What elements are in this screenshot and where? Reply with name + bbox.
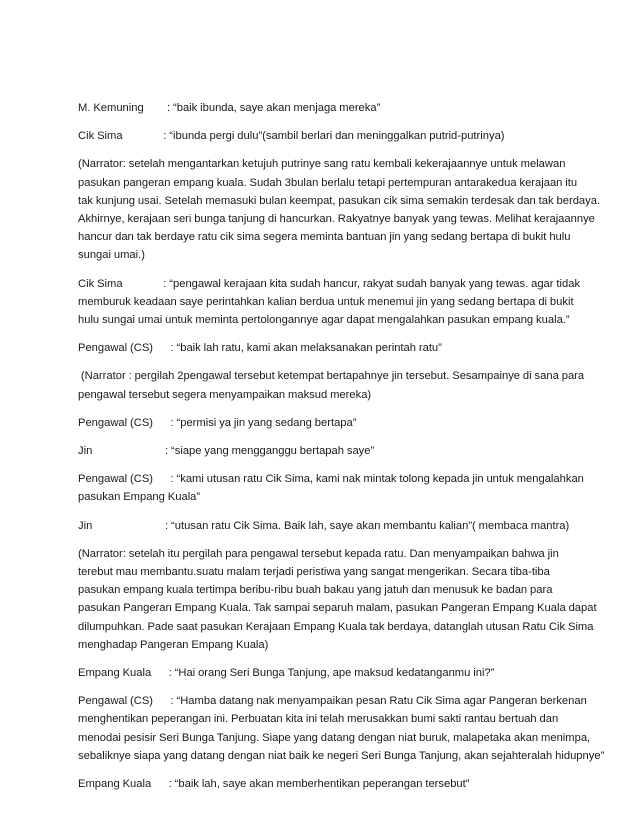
text-line: pengawal tersebut segera menyampaikan maksud mereka) <box>78 388 372 401</box>
text-line: (Narrator : pergilah 2pengawal tersebut ketempat bertapahnye jin tersebut. Sesampainye di sana para <box>78 370 585 383</box>
text-line: pasukan empang kuala tertimpa beribu-ribu buah bakau yang jatuh dan menusuk ke badan para <box>78 584 553 597</box>
dialogue-paragraph <box>78 99 578 117</box>
dialogue-paragraph <box>78 470 584 506</box>
text-line: menghentikan peperangan ini. Perbuatan kita ini telah merusakkan bumi sakti rantau bertuah dan <box>78 713 559 726</box>
dialogue-paragraph <box>78 339 578 357</box>
text-line: sungai umai.) <box>78 249 145 262</box>
text-line: Jin : “utusan ratu Cik Sima. Baik lah, saye akan membantu kalian”( membaca mantra) <box>78 519 570 532</box>
text-line: Akhirnye, kerajaan seri bunga tanjung di hancurkan. Rakyatnye banyak yang tewas. Melihat kerajaannye <box>78 213 595 226</box>
text-line: Jin : “siape yang mengganggu bertapah saye” <box>78 445 375 458</box>
text-line: hancur dan tak berdaye ratu cik sima segera meminta bantuan jin yang sedang bertapa di bukit hulu <box>78 231 571 244</box>
text-line: Pengawal (CS) : “kami utusan ratu Cik Sima, kami nak mintak tolong kepada jin untuk mengalahkan <box>78 473 584 486</box>
dialogue-paragraph <box>78 692 605 765</box>
text-line: terebut mau membantu.suatu malam terjadi peristiwa yang sangat mengerikan. Secara tiba-tiba <box>78 566 550 579</box>
text-line: sebaliknye siapa yang datang dengan niat baik ke negeri Seri Bunga Tanjung, akan sejahteralah hidupnye” <box>78 749 605 762</box>
dialogue-paragraph <box>78 517 578 535</box>
dialogue-paragraph <box>78 367 585 403</box>
text-line: (Narrator: setelah mengantarkan ketujuh putrinye sang ratu kembali kekerajaannye untuk melawan <box>78 158 566 171</box>
text-line: pasukan pangeran empang kuala. Sudah 3bulan berlalu tetapi pertempuran antarakedua kerajaan itu <box>78 176 578 189</box>
dialogue-paragraph <box>78 664 578 682</box>
dialogue-paragraph <box>78 275 581 330</box>
dialogue-paragraph <box>78 775 578 793</box>
text-line: dilumpuhkan. Pade saat pasukan Kerajaan Empang Kuala tak berdaya, datanglah utusan Ratu Cik Sima <box>78 620 594 633</box>
text-line: tak kunjung usai. Setelah memasuki bulan keempat, pasukan cik sima semakin terdesak dan tak berdaya. <box>78 194 601 207</box>
text-line: Cik Sima : “ibunda pergi dulu”(sambil berlari dan meninggalkan putrid-putrinya) <box>78 130 505 143</box>
text-line: pasukan Empang Kuala” <box>78 491 201 504</box>
dialogue-paragraph <box>78 442 578 460</box>
text-line: pasukan Pangeran Empang Kuala. Tak sampai separuh malam, pasukan Pangeran Empang Kuala dapat <box>78 602 597 615</box>
script-text-body <box>78 99 605 803</box>
text-line: menghadap Pangeran Empang Kuala) <box>78 638 269 651</box>
text-line: Pengawal (CS) : “baik lah ratu, kami akan melaksanakan perintah ratu” <box>78 342 442 355</box>
text-line: Cik Sima : “pengawal kerajaan kita sudah hancur, rakyat sudah banyak yang tewas. agar tidak <box>78 277 581 290</box>
text-line: memburuk keadaan saye perintahkan kalian berdua untuk menemui jin yang sedang bertapa di bukit <box>78 295 574 308</box>
dialogue-paragraph <box>78 414 578 432</box>
dialogue-paragraph <box>78 545 597 654</box>
text-line: Pengawal (CS) : “Hamba datang nak menyampaikan pesan Ratu Cik Sima agar Pangeran berkenan <box>78 695 587 708</box>
text-line: menodai pesisir Seri Bunga Tanjung. Siape yang datang dengan niat buruk, malapetaka akan menimpa, <box>78 731 591 744</box>
text-line: Pengawal (CS) : “permisi ya jin yang sedang bertapa” <box>78 416 357 429</box>
text-line: Empang Kuala : “baik lah, saye akan memberhentikan peperangan tersebut” <box>78 778 470 791</box>
text-line: hulu sungai umai untuk meminta pertolongannye agar dapat mengalahkan pasukan empang kuala.” <box>78 314 570 327</box>
dialogue-paragraph <box>78 127 578 145</box>
text-line: Empang Kuala : “Hai orang Seri Bunga Tanjung, ape maksud kedatanganmu ini?” <box>78 667 495 680</box>
dialogue-paragraph <box>78 155 601 264</box>
text-line: M. Kemuning : “baik ibunda, saye akan menjaga mereka” <box>78 102 381 114</box>
text-line: (Narrator: setelah itu pergilah para pengawal tersebut kepada ratu. Dan menyampaikan bahwa jin <box>78 547 559 560</box>
